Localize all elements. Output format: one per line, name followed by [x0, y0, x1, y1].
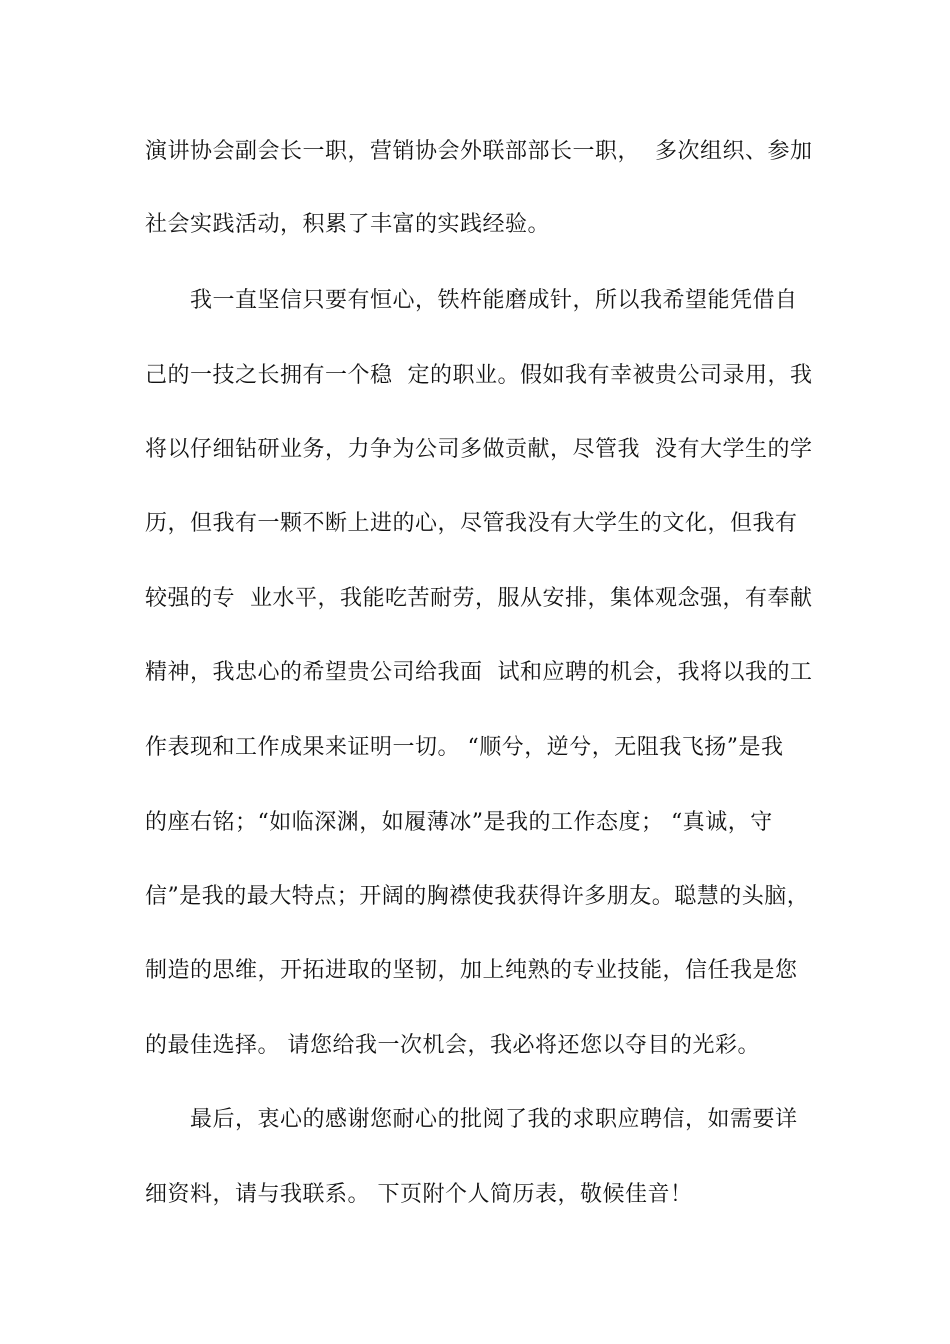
- text-line: 社会实践活动，积累了丰富的实践经验。: [145, 212, 551, 237]
- paragraph-start-line: 最后，衷心的感谢您耐心的批阅了我的求职应聘信，如需要详: [190, 1107, 798, 1132]
- text-line: 的最佳选择。 请您给我一次机会，我必将还您以夺目的光彩。: [145, 1033, 760, 1058]
- text-line: 作表现和工作成果来证明一切。 “顺兮，逆兮，无阻我飞扬”是我: [145, 735, 784, 760]
- text-line: 制造的思维，开拓进取的坚韧，加上纯熟的专业技能，信任我是您: [145, 958, 798, 983]
- text-line: 较强的专 业水平，我能吃苦耐劳，服从安排，集体观念强，有奉献: [145, 586, 813, 611]
- text-line: 细资料，请与我联系。 下页附个人简历表，敬候佳音！: [145, 1182, 693, 1207]
- text-line: 将以仔细钻研业务，力争为公司多做贡献，尽管我 没有大学生的学: [145, 437, 813, 462]
- text-line: 历，但我有一颗不断上进的心，尽管我没有大学生的文化，但我有: [145, 511, 798, 536]
- text-line: 信”是我的最大特点；开阔的胸襟使我获得许多朋友。聪慧的头脑，: [145, 884, 810, 909]
- text-line: 演讲协会副会长一职，营销协会外联部部长一职， 多次组织、参加: [145, 139, 813, 164]
- paragraph-start-line: 我一直坚信只要有恒心，铁杵能磨成针，所以我希望能凭借自: [190, 288, 798, 313]
- text-line: 己的一技之长拥有一个稳 定的职业。假如我有幸被贵公司录用，我: [145, 363, 813, 388]
- text-line: 的座右铭；“如临深渊，如履薄冰”是我的工作态度； “真诚，守: [145, 810, 773, 835]
- text-line: 精神，我忠心的希望贵公司给我面 试和应聘的机会，我将以我的工: [145, 660, 813, 685]
